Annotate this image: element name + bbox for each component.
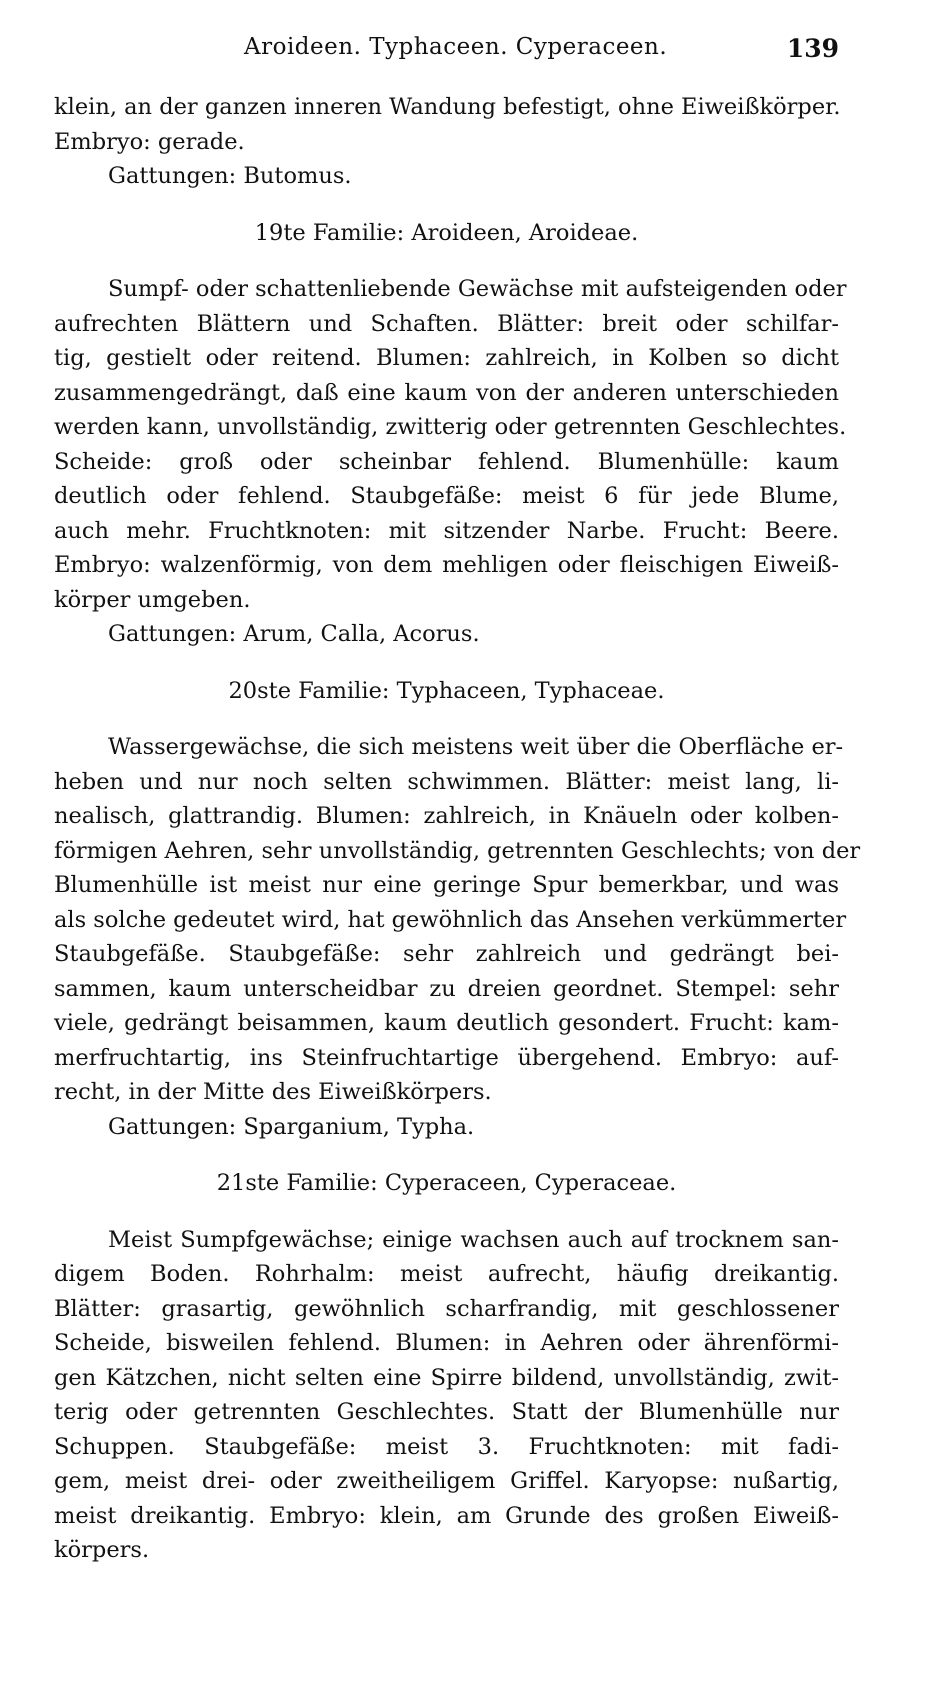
page-header [54, 34, 839, 74]
text-line: körpers. [54, 1537, 150, 1563]
text-line: Wassergewächse, die sich meistens weit über die Oberfläche er- [108, 734, 844, 760]
text-line: sammen, kaum unterscheidbar zu dreien geordnet. Stempel: sehr [54, 975, 839, 1002]
text-line: Scheide, bisweilen fehlend. Blumen: in Aehren oder ährenförmi- [54, 1330, 839, 1356]
running-title: Aroideen. Typhaceen. Cyperaceen. [244, 34, 668, 60]
page-number: 139 [786, 34, 839, 63]
text-line: Staubgefäße. Staubgefäße: sehr zahlreich und gedrängt bei- [54, 941, 839, 967]
text-line: gen Kätzchen, nicht selten eine Spirre bildend, unvollständig, zwit- [54, 1364, 839, 1391]
text-line: meist dreikantig. Embryo: klein, am Grunde des großen Eiweiß- [54, 1502, 839, 1529]
text-line: werden kann, unvollständig, zwitterig oder getrennten Geschlechtes. [54, 414, 847, 440]
text-line: terig oder getrennten Geschlechtes. Statt der Blumenhülle nur [54, 1399, 839, 1425]
family-heading: 20ste Familie: Typhaceen, Typhaceae. [228, 677, 665, 704]
text-line: digem Boden. Rohrhalm: meist aufrecht, häufig dreikantig. [54, 1261, 839, 1287]
text-line: tig, gestielt oder reitend. Blumen: zahlreich, in Kolben so dicht [54, 345, 839, 371]
text-line: klein, an der ganzen inneren Wandung befestigt, ohne Eiweißkörper. [54, 94, 841, 120]
text-line: Scheide: groß oder scheinbar fehlend. Blumenhülle: kaum [54, 448, 839, 475]
genera-line: Gattungen: Butomus. [108, 163, 352, 189]
genera-line: Gattungen: Arum, Calla, Acorus. [108, 621, 480, 647]
text-line: als solche gedeutet wird, hat gewöhnlich das Ansehen verkümmerter [54, 906, 847, 933]
genera-line: Gattungen: Sparganium, Typha. [108, 1113, 475, 1140]
text-line: Blumenhülle ist meist nur eine geringe Spur bemerkbar, und was [54, 872, 839, 898]
text-line: Embryo: gerade. [54, 128, 245, 155]
family-heading: 19te Familie: Aroideen, Aroideae. [254, 219, 639, 246]
text-line: zusammengedrängt, daß eine kaum von der anderen unterschieden [54, 379, 839, 406]
text-line: nealisch, glattrandig. Blumen: zahlreich, in Knäueln oder kolben- [54, 803, 839, 829]
text-line: recht, in der Mitte des Eiweißkörpers. [54, 1079, 492, 1105]
text-line: Embryo: walzenförmig, von dem mehligen oder fleischigen Eiweiß- [54, 552, 839, 578]
page-body [54, 90, 861, 1568]
text-line: aufrechten Blättern und Schaften. Blätter: breit oder schilfar- [54, 310, 839, 337]
text-line: viele, gedrängt beisammen, kaum deutlich gesondert. Frucht: kam- [54, 1010, 839, 1036]
text-line: heben und nur noch selten schwimmen. Blätter: meist lang, li- [54, 768, 839, 795]
text-line: gem, meist drei- oder zweitheiligem Griffel. Karyopse: nußartig, [54, 1468, 839, 1494]
family-heading: 21ste Familie: Cyperaceen, Cyperaceae. [216, 1170, 677, 1196]
text-line: förmigen Aehren, sehr unvollständig, getrennten Geschlechts; von der [54, 837, 861, 864]
text-line: Sumpf- oder schattenliebende Gewächse mit aufsteigenden oder [108, 276, 847, 302]
text-line: Schuppen. Staubgefäße: meist 3. Fruchtknoten: mit fadi- [54, 1433, 839, 1460]
text-line: deutlich oder fehlend. Staubgefäße: meist 6 für jede Blume, [54, 483, 839, 509]
text-line: Blätter: grasartig, gewöhnlich scharfrandig, mit geschlossener [54, 1295, 839, 1322]
text-line: auch mehr. Fruchtknoten: mit sitzender Narbe. Frucht: Beere. [54, 517, 839, 544]
text-line: Meist Sumpfgewächse; einige wachsen auch auf trocknem san- [108, 1226, 839, 1253]
text-line: körper umgeben. [54, 586, 251, 613]
text-line: merfruchtartig, ins Steinfruchtartige übergehend. Embryo: auf- [54, 1044, 839, 1071]
